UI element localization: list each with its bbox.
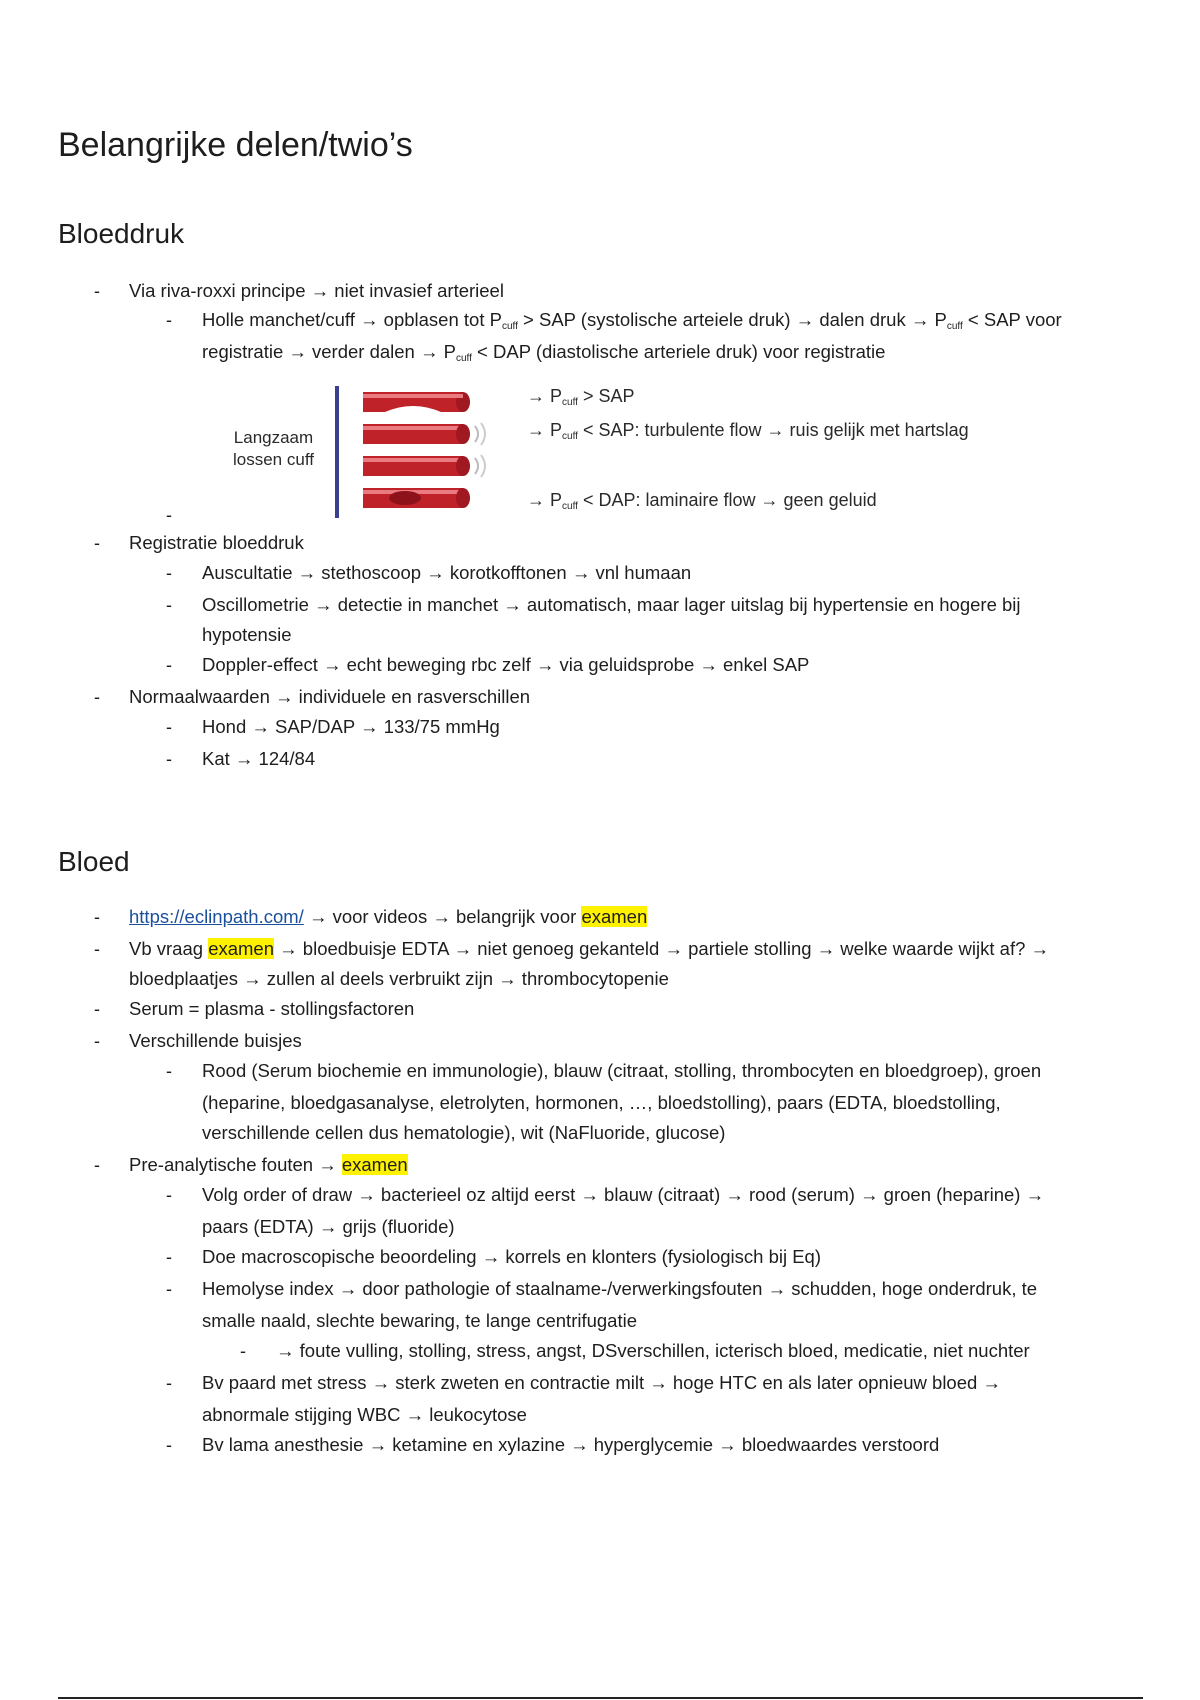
footer-rule xyxy=(58,1697,1143,1699)
list-item: Doppler-effect → echt beweging rbc zelf → via geluidsprobe → enkel SAP xyxy=(202,654,810,675)
list-item: Kat → 124/84 xyxy=(202,748,316,769)
figure-divider-bar xyxy=(335,386,339,518)
list-item: Pre-analytische fouten → examen xyxy=(129,1154,408,1175)
list-item: Registratie bloeddruk xyxy=(129,532,304,553)
bullet-dash: - xyxy=(166,1185,172,1205)
list-item: Bv lama anesthesie → ketamine en xylazine → hyperglycemie → bloedwaardes verstoord xyxy=(202,1434,940,1455)
list-item: Auscultatie → stethoscoop → korotkofftonen → vnl humaan xyxy=(202,562,692,583)
bullet-dash: - xyxy=(166,595,172,615)
list-item: Hemolyse index → door pathologie of staalname-/verwerkingsfouten → schudden, hoge onderdruk, te xyxy=(202,1278,1038,1299)
bullet-dash: - xyxy=(166,505,172,525)
list-item-continued: paars (EDTA) → grijs (fluoride) xyxy=(202,1216,455,1237)
list-item: Verschillende buisjes xyxy=(129,1030,302,1051)
highlight-examen: examen xyxy=(208,938,275,959)
list-item: Normaalwaarden → individuele en rasverschillen xyxy=(129,686,531,707)
list-item-continued: smalle naald, slechte bewaring, te lange centrifugatie xyxy=(202,1310,638,1331)
figure-row-2: → $P_{cuff}$ < SAP: turbulente flow → ruis gelijk met hartslag xyxy=(527,420,969,442)
list-item: https://eclinpath.com/ → voor videos → belangrijk voor examen xyxy=(129,906,648,927)
list-item-continued: (heparine, bloedgasanalyse, eletrolyten, hormonen, …, bloedstolling), paars (EDTA, bloedstolling, xyxy=(202,1092,1001,1113)
blood-pressure-figure xyxy=(205,372,995,522)
highlight-examen: examen xyxy=(581,906,648,927)
bullet-dash: - xyxy=(166,655,172,675)
page-title: Belangrijke delen/twio’s xyxy=(58,126,413,164)
bullet-dash: - xyxy=(94,281,100,301)
bullet-dash: - xyxy=(166,717,172,737)
vessel-turbulent xyxy=(363,423,485,445)
list-item: Hond → SAP/DAP → 133/75 mmHg xyxy=(202,716,500,737)
bullet-dash: - xyxy=(94,1031,100,1051)
bullet-dash: - xyxy=(94,999,100,1019)
list-item: Doe macroscopische beoordeling → korrels en klonters (fysiologisch bij Eq) xyxy=(202,1246,822,1267)
bullet-dash: - xyxy=(166,310,172,330)
section-heading-bloed: Bloed xyxy=(58,846,130,877)
bullet-dash: - xyxy=(240,1341,246,1361)
bullet-dash: - xyxy=(166,1435,172,1455)
list-item: → foute vulling, stolling, stress, angst, DSverschillen, icterisch bloed, medicatie, niet nuchter xyxy=(276,1340,1030,1361)
eclinpath-link[interactable]: https://eclinpath.com/ xyxy=(129,906,304,927)
list-item: Serum = plasma - stollingsfactoren xyxy=(129,998,415,1019)
list-item-continued: abnormale stijging WBC → leukocytose xyxy=(202,1404,527,1425)
figure-row-1: → $P_{cuff}$ > SAP xyxy=(527,386,635,408)
bullet-dash: - xyxy=(94,907,100,927)
figure-left-label: Langzaam lossen cuff xyxy=(233,428,314,469)
bullet-dash: - xyxy=(166,1061,172,1081)
bullet-dash: - xyxy=(166,563,172,583)
list-item-continued: verschillende cellen dus hematologie), wit (NaFluoride, glucose) xyxy=(202,1122,726,1143)
list-item-continued: bloedplaatjes → zullen al deels verbruikt zijn → thrombocytopenie xyxy=(129,968,669,989)
section-heading-bloeddruk: Bloeddruk xyxy=(58,218,185,249)
bullet-dash: - xyxy=(94,939,100,959)
figure-row-3: → $P_{cuff}$ < DAP: laminaire flow → geen geluid xyxy=(527,490,877,512)
list-item: Oscillometrie → detectie in manchet → automatisch, maar lager uitslag bij hypertensie en hogere bij xyxy=(202,594,1021,615)
list-item-continued: registratie → verder dalen → $P_{cuff}$ < DAP (diastolische arteriele druk) voor registratie xyxy=(202,341,886,364)
bullet-dash: - xyxy=(94,1155,100,1175)
highlight-examen: examen xyxy=(341,1154,408,1175)
vessel-turbulent-2 xyxy=(363,455,485,477)
bullet-dash: - xyxy=(94,533,100,553)
bullet-dash: - xyxy=(166,749,172,769)
list-item: Volg order of draw → bacterieel oz altijd eerst → blauw (citraat) → rood (serum) → groen (heparine) → xyxy=(202,1184,1045,1205)
list-item: Holle manchet/cuff → opblasen tot $P_{cuff}$ > SAP (systolische arteiele druk) → dalen druk → $P_{cuff}$ < SAP voor xyxy=(202,309,1062,332)
list-item: Vb vraag examen → bloedbuisje EDTA → niet genoeg gekanteld → partiele stolling → welke waarde wijkt af? → xyxy=(129,938,1050,959)
vessel-compressed xyxy=(363,392,470,412)
list-item: Via riva-roxxi principe → niet invasief arterieel xyxy=(129,280,504,301)
list-item: Bv paard met stress → sterk zweten en contractie milt → hoge HTC en als later opnieuw bloed → xyxy=(202,1372,1001,1393)
vessel-laminar xyxy=(363,488,470,508)
bullet-dash: - xyxy=(94,687,100,707)
list-item-continued: hypotensie xyxy=(202,624,292,645)
list-item: Rood (Serum biochemie en immunologie), blauw (citraat, stolling, thrombocyten en bloedgroep), groen xyxy=(202,1060,1042,1081)
bullet-dash: - xyxy=(166,1279,172,1299)
bullet-dash: - xyxy=(166,1247,172,1267)
bullet-dash: - xyxy=(166,1373,172,1393)
